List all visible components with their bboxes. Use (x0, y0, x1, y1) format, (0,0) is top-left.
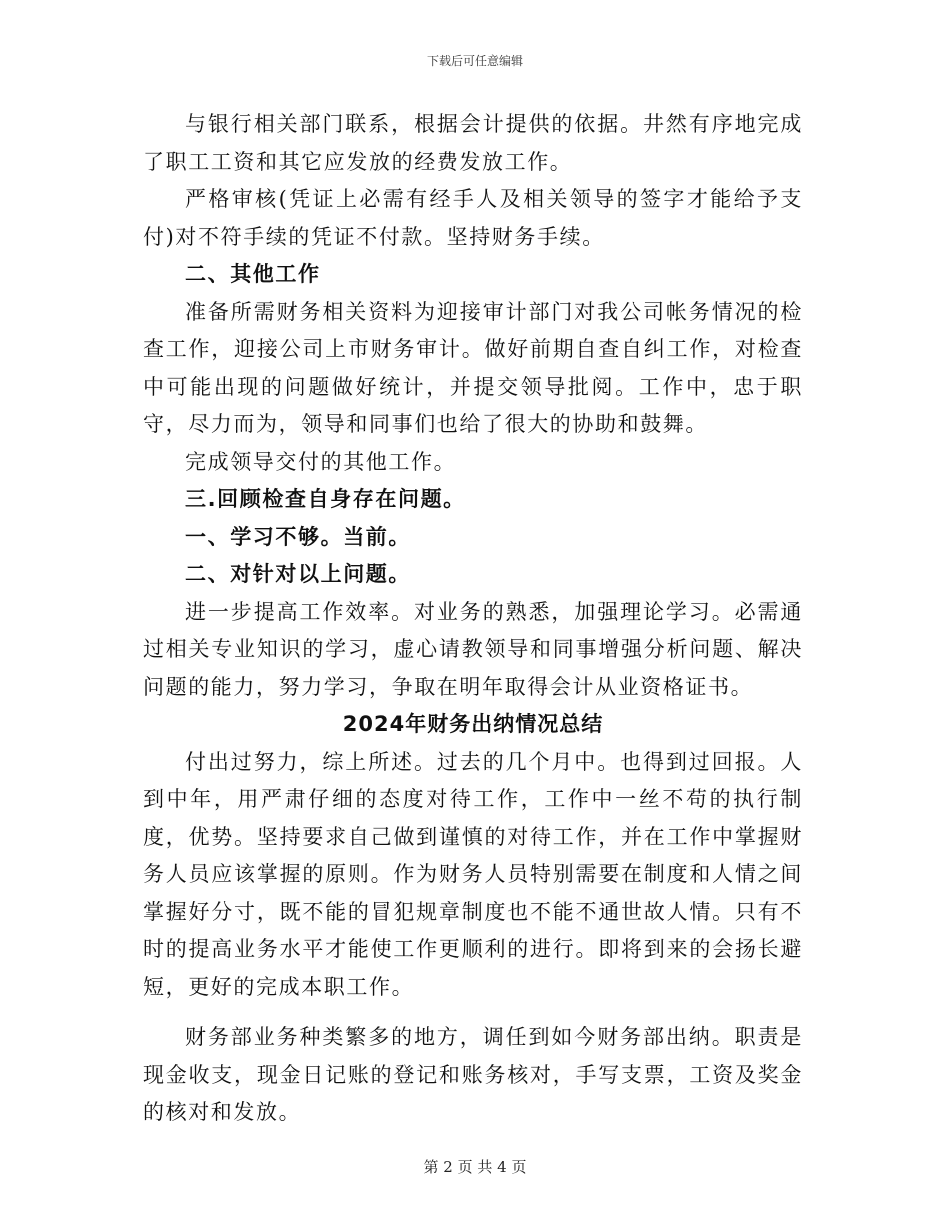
document-title-2024-summary: 2024年财务出纳情况总结 (342, 712, 604, 736)
heading-review-problems: 三.回顾检查自身存在问题。 (185, 487, 466, 511)
paragraph-effort-summary: 付出过努力，综上所述。过去的几个月中。也得到过回报。人到中年，用严肃仔细的态度对待工作，工作中一丝不苟的执行制度，优势。坚持要求自己做到谨慎的对待工作，并在工作中掌握财务人员应该掌握的原则。作为财务人员特别需要在制度和人情之间掌握好分寸，既不能的冒犯规章制度也不能不通世故人情。只有不时的提高业务水平才能使工作更顺利的进行。即将到来的会扬长避短，更好的完成本职工作。 (143, 749, 803, 999)
paragraph-cashier-duties: 财务部业务种类繁多的地方，调任到如今财务部出纳。职责是现金收支，现金日记账的登记和账务核对，手写支票，工资及奖金的核对和发放。 (143, 1025, 803, 1124)
heading-insufficient-study: 一、学习不够。当前。 (185, 524, 411, 549)
page-number-footer: 第 2 页 共 4 页 (423, 1158, 527, 1176)
heading-address-problems: 二、对针对以上问题。 (185, 562, 411, 586)
paragraph-improve-efficiency: 进一步提高工作效率。对业务的熟悉，加强理论学习。必需通过相关专业知识的学习，虚心请教领导和同事增强分析问题、解决问题的能力，努力学习，争取在明年取得会计从业资格证书。 (143, 599, 803, 699)
heading-other-work: 二、其他工作 (185, 262, 321, 286)
paragraph-bank-payroll: 与银行相关部门联系，根据会计提供的依据。井然有序地完成了职工工资和其它应发放的经费发放工作。 (143, 112, 803, 174)
document-body (143, 106, 803, 1132)
paragraph-audit-preparation: 准备所需财务相关资料为迎接审计部门对我公司帐务情况的检查工作，迎接公司上市财务审计。做好前期自查自纠工作，对检查中可能出现的问题做好统计，并提交领导批阅。工作中，忠于职守，尽力而为，领导和同事们也给了很大的协助和鼓舞。 (143, 299, 803, 436)
paragraph-other-tasks: 完成领导交付的其他工作。 (185, 449, 457, 474)
paragraph-spacer (143, 1006, 803, 1019)
paragraph-strict-review: 严格审核(凭证上必需有经手人及相关领导的签字才能给予支付)对不符手续的凭证不付款。坚持财务手续。 (143, 187, 803, 249)
page-header-note: 下载后可任意编辑 (426, 54, 523, 68)
